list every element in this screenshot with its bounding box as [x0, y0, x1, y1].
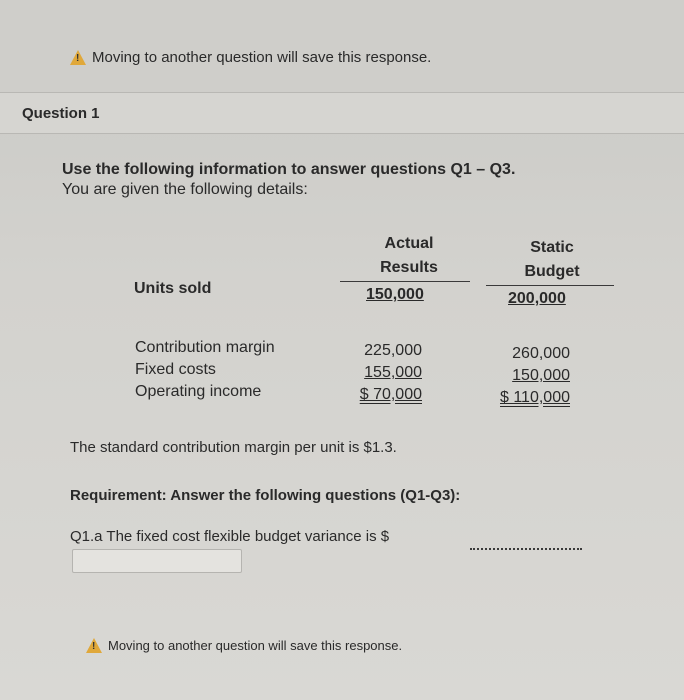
warning-triangle-icon: [86, 638, 102, 653]
question-title: Question 1: [22, 105, 100, 122]
column-header-actual-line2: Results: [380, 259, 438, 276]
intro-line-2: You are given the following details:: [62, 181, 308, 198]
actual-fixed-costs: 155,000: [364, 364, 422, 381]
units-sold-label: Units sold: [134, 280, 212, 297]
row-labels: [135, 337, 275, 403]
units-sold-actual: 150,000: [366, 286, 424, 303]
actual-values: [330, 340, 422, 406]
column-header-actual: [345, 232, 473, 280]
question-intro: [62, 160, 515, 200]
column-rule-static: [486, 285, 614, 286]
save-warning-text: Moving to another question will save this response.: [108, 638, 403, 653]
column-header-static-line2: Budget: [524, 263, 580, 280]
save-warning-text: Moving to another question will save this response.: [92, 49, 432, 66]
save-warning-bottom: [86, 638, 402, 653]
column-rule-actual: [340, 281, 470, 282]
actual-contribution-margin: 225,000: [364, 342, 422, 359]
standard-cm-note: The standard contribution margin per unit is $1.3.: [70, 439, 397, 456]
warning-triangle-icon: [70, 50, 86, 65]
intro-line-1: Use the following information to answer questions Q1 – Q3.: [62, 161, 516, 178]
static-fixed-costs: 150,000: [512, 367, 570, 384]
row-label-contribution-margin: Contribution margin: [135, 339, 275, 356]
column-header-static-line1: Static: [530, 239, 574, 256]
answer-blank-dots: [470, 538, 582, 550]
top-bar: [0, 0, 684, 92]
units-sold-static: 200,000: [508, 290, 566, 307]
row-label-fixed-costs: Fixed costs: [135, 361, 216, 378]
static-contribution-margin: 260,000: [512, 345, 570, 362]
column-header-static: [488, 236, 616, 284]
actual-operating-income: $ 70,000: [359, 386, 422, 403]
column-header-actual-line1: Actual: [384, 235, 434, 252]
q1a-prompt: Q1.a The fixed cost flexible budget variance is $: [70, 528, 390, 545]
static-values: [470, 343, 570, 409]
row-label-operating-income: Operating income: [135, 383, 262, 400]
static-operating-income: $ 110,000: [500, 389, 570, 406]
requirement-text: Requirement: Answer the following questions (Q1-Q3):: [70, 487, 461, 504]
question-header: [0, 92, 684, 134]
save-warning-top: [70, 49, 431, 66]
q1a-answer-input[interactable]: [72, 549, 242, 573]
